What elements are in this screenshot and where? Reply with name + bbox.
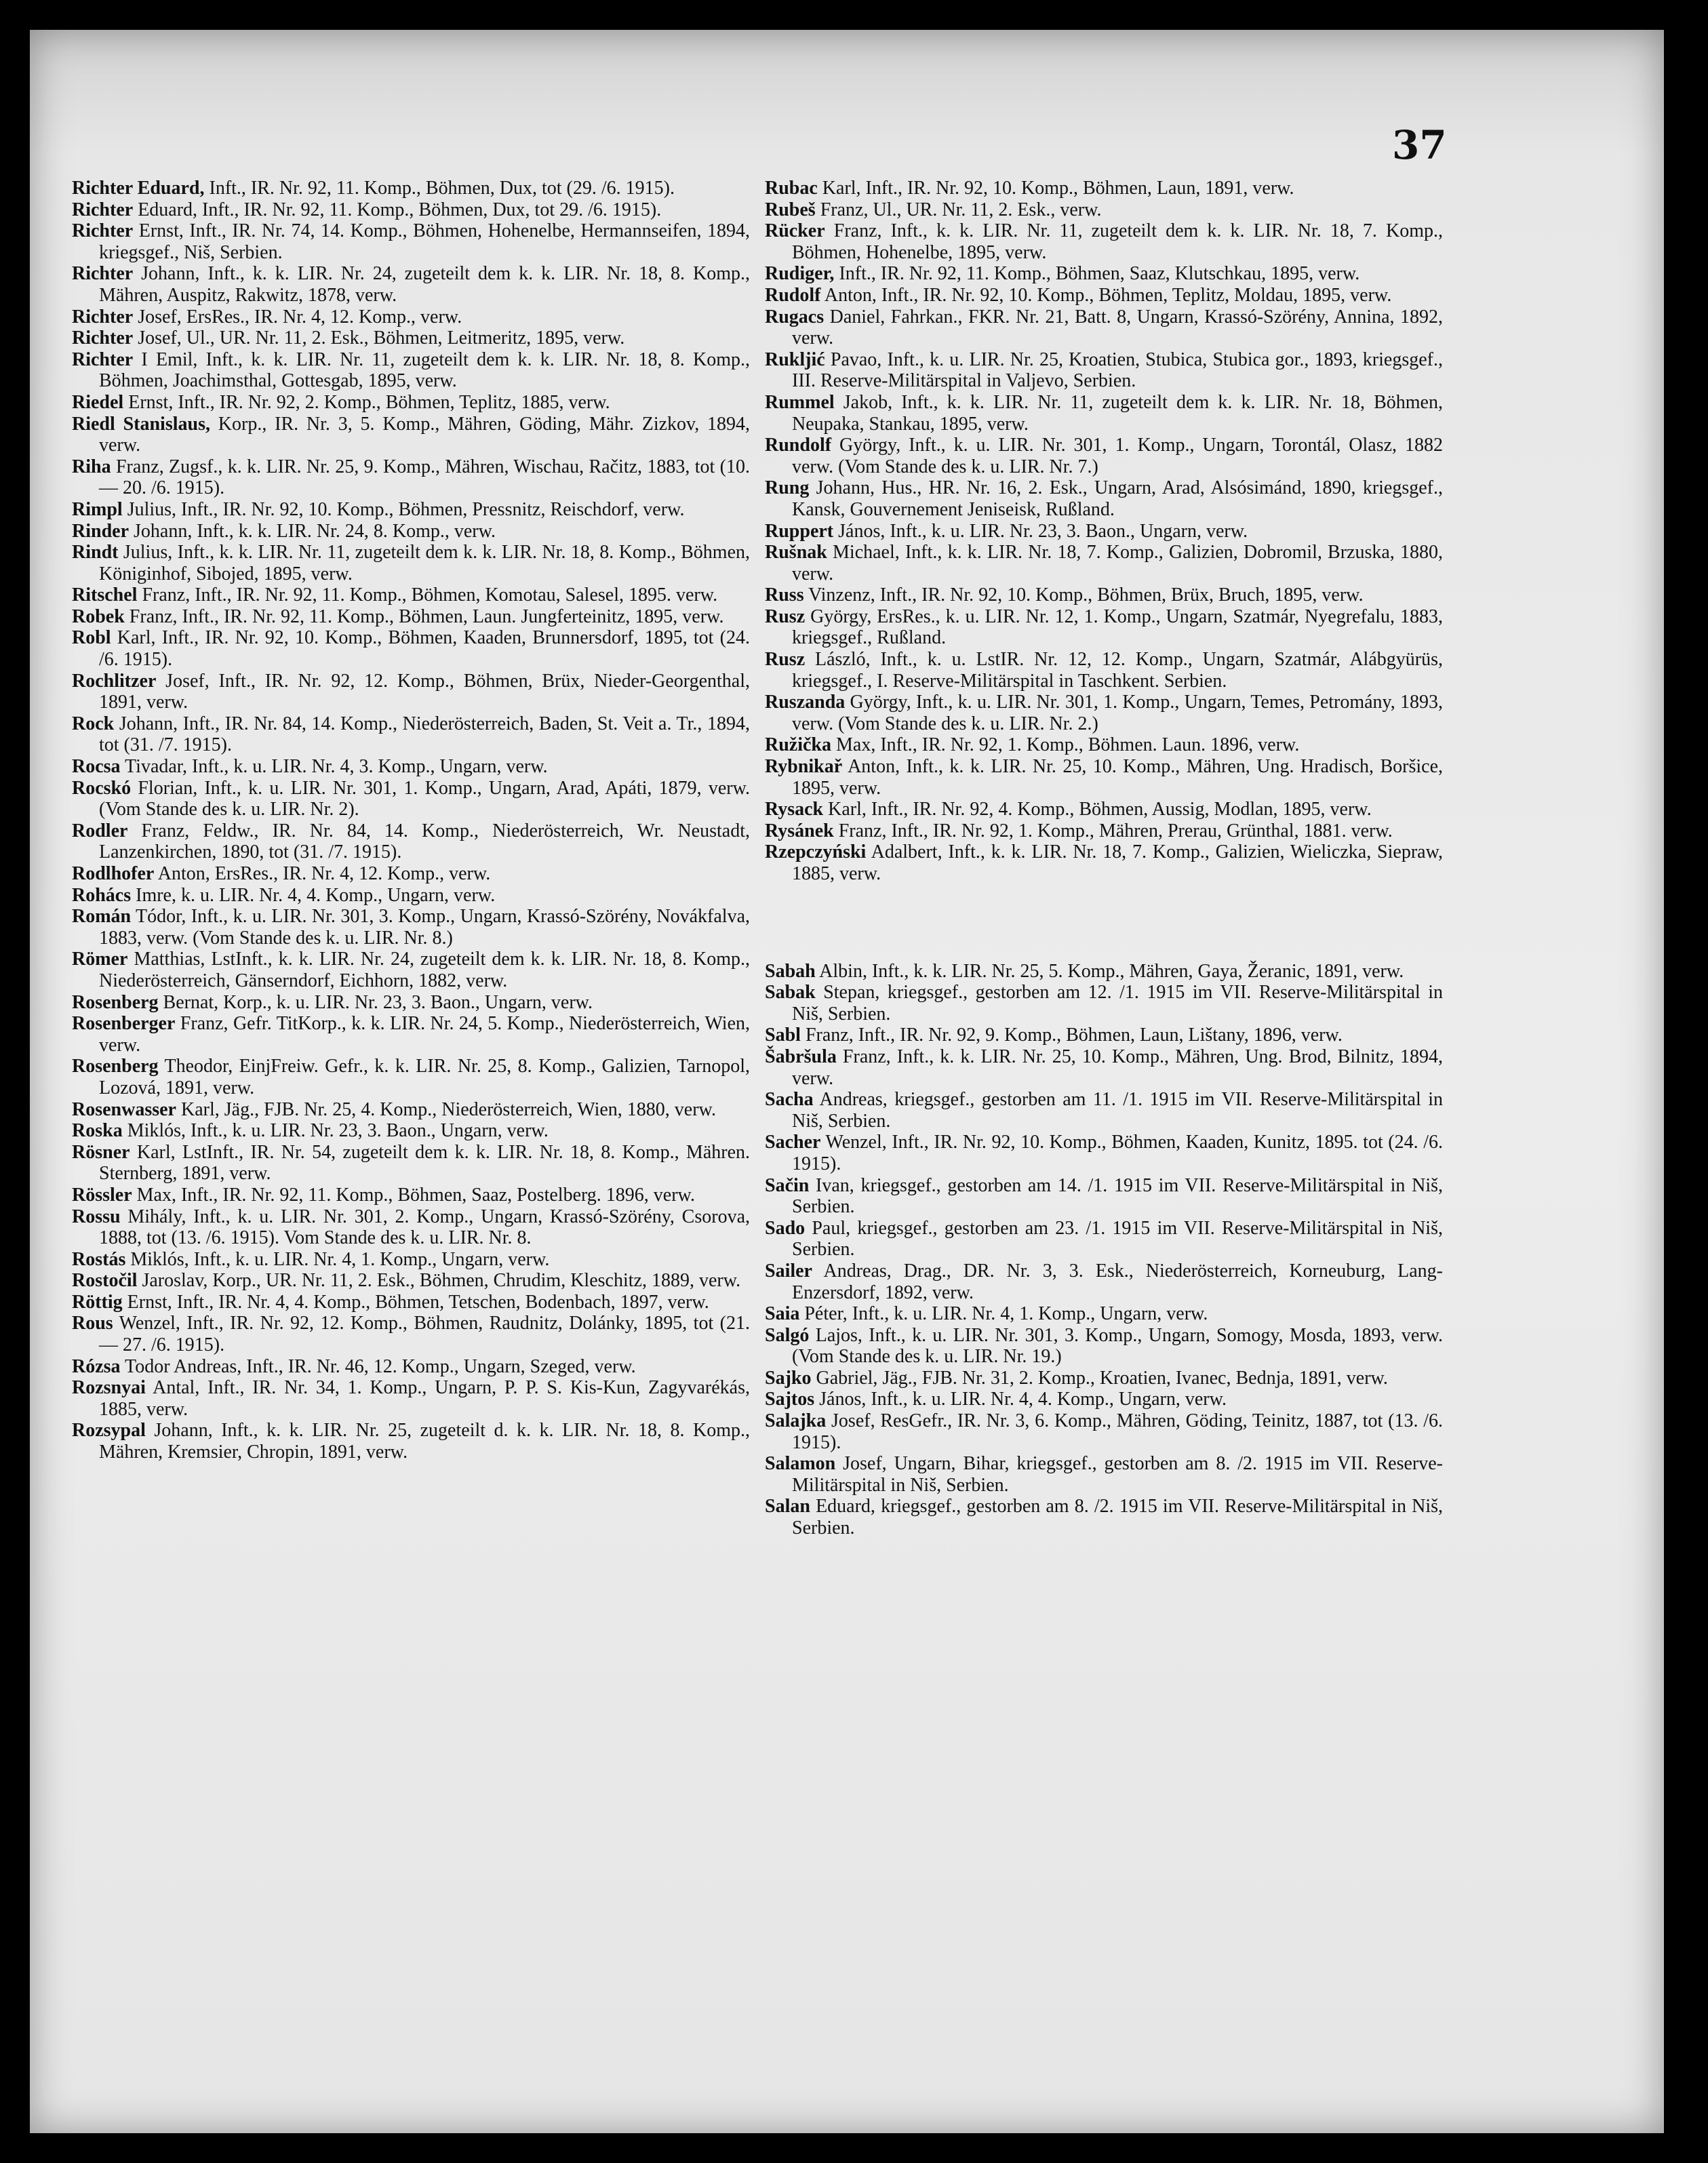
entry-details: Theodor, EinjFreiw. Gefr., k. k. LIR. Nr. 25, 8. Komp., Galizien, Tarnopol, Lozová, 1891, verw.: [99, 1056, 750, 1098]
register-entry: [72, 863, 750, 885]
entry-surname: Riedl Stanislaus,: [72, 413, 210, 435]
register-entry: [72, 328, 750, 349]
entry-details: Jakob, Inft., k. k. LIR. Nr. 11, zugeteilt dem k. k. LIR. Nr. 18, Böhmen, Neupaka, Stankau, 1895, verw.: [792, 391, 1443, 435]
entry-details: Bernat, Korp., k. u. LIR. Nr. 23, 3. Baon., Ungarn, verw.: [158, 991, 593, 1013]
entry-surname: Rummel: [765, 391, 835, 413]
register-entry: [765, 199, 1443, 221]
entry-details: Karl, Inft., IR. Nr. 92, 10. Komp., Böhmen, Laun, 1891, verw.: [817, 178, 1294, 199]
entry-surname: Rusz: [765, 606, 806, 627]
register-entry: [72, 178, 750, 199]
entry-details: Anton, ErsRes., IR. Nr. 4, 12. Komp., verw.: [154, 863, 491, 884]
entry-details: János, Inft., k. u. LIR. Nr. 4, 4. Komp., Ungarn, verw.: [814, 1389, 1227, 1410]
register-entry: [72, 521, 750, 542]
right-column: [765, 178, 1443, 1539]
entry-details: Wenzel, Inft., IR. Nr. 92, 10. Komp., Böhmen, Kaaden, Kunitz, 1895. tot (24. /6. 1915).: [792, 1132, 1443, 1174]
register-entry: [765, 734, 1443, 756]
page-number: 37: [1392, 122, 1447, 168]
entry-surname: Sailer: [765, 1260, 812, 1282]
entry-surname: Rodlhofer: [72, 863, 155, 884]
entry-surname: Rostočil: [72, 1270, 138, 1292]
left-column: [72, 178, 750, 1463]
entry-surname: Sacha: [765, 1089, 814, 1111]
entry-details: Franz, Zugsf., k. k. LIR. Nr. 25, 9. Komp., Mähren, Wischau, Račitz, 1883, tot (10. — 20. /6. 1915).: [99, 456, 750, 499]
entry-details: Julius, Inft., k. k. LIR. Nr. 11, zugeteilt dem k. k. LIR. Nr. 18, 8. Komp., Böhmen, Königinhof, Sibojed, 1895, verw.: [99, 542, 750, 584]
register-entry: [765, 1218, 1443, 1261]
entry-details: Karl, Inft., IR. Nr. 92, 4. Komp., Böhmen, Aussig, Modlan, 1895, verw.: [823, 799, 1372, 820]
entry-details: Albin, Inft., k. k. LIR. Nr. 25, 5. Komp., Mähren, Gaya, Žeranic, 1891, verw.: [815, 960, 1404, 982]
register-entry: [765, 392, 1443, 435]
register-entry: [72, 627, 750, 670]
entry-surname: Rohács: [72, 884, 132, 906]
register-entry: [72, 1313, 750, 1355]
entry-details: Jaroslav, Korp., UR. Nr. 11, 2. Esk., Böhmen, Chrudim, Kleschitz, 1889, verw.: [137, 1270, 741, 1292]
entry-details: Imre, k. u. LIR. Nr. 4, 4. Komp., Ungarn, verw.: [131, 884, 496, 906]
entry-details: Karl, Jäg., FJB. Nr. 25, 4. Komp., Niederösterreich, Wien, 1880, verw.: [176, 1098, 716, 1120]
entry-surname: Rücker: [765, 220, 825, 242]
register-entry: [765, 756, 1443, 799]
entry-surname: Rzepczyński: [765, 841, 867, 863]
entry-details: Franz, Inft., k. k. LIR. Nr. 11, zugeteilt dem k. k. LIR. Nr. 18, 7. Komp., Böhmen, Hohenelbe, 1895, verw.: [792, 220, 1443, 263]
register-entry: [765, 982, 1443, 1025]
register-entry: [765, 841, 1443, 884]
register-entry: [72, 713, 750, 756]
register-entry: [765, 178, 1443, 199]
entry-surname: Ritschel: [72, 584, 138, 606]
entry-surname: Rosenberg: [72, 1056, 159, 1077]
entry-details: Franz, Inft., IR. Nr. 92, 9. Komp., Böhmen, Laun, Lištany, 1896, verw.: [800, 1025, 1343, 1046]
register-entry: [765, 584, 1443, 606]
entry-surname: Rosenberg: [72, 991, 159, 1013]
register-entry: [72, 949, 750, 991]
register-entry: [765, 1453, 1443, 1496]
entry-details: Franz, Gefr. TitKorp., k. k. LIR. Nr. 24, 5. Komp., Niederösterreich, Wien, verw.: [99, 1013, 750, 1056]
entry-details: Franz, Feldw., IR. Nr. 84, 14. Komp., Niederösterreich, Wr. Neustadt, Lanzenkirchen, 1890, tot (31. /7. 1915).: [99, 820, 750, 863]
register-entry: [72, 1249, 750, 1271]
register-entry: [72, 1185, 750, 1206]
entry-surname: Rysánek: [765, 820, 834, 841]
register-entry: [72, 499, 750, 521]
register-entry: [765, 799, 1443, 820]
register-entry: [765, 1046, 1443, 1089]
entry-surname: Rostás: [72, 1248, 126, 1270]
entry-details: I Emil, Inft., k. k. LIR. Nr. 11, zugeteilt dem k. k. LIR. Nr. 18, 8. Komp., Böhmen, Joachimsthal, Gottesgab, 1895, verw.: [99, 349, 750, 392]
entry-surname: Rybnikař: [765, 756, 843, 778]
section-gap: [765, 885, 1443, 961]
register-entry: [72, 671, 750, 713]
entry-details: Inft., IR. Nr. 92, 11. Komp., Böhmen, Dux, tot (29. /6. 1915).: [204, 178, 675, 199]
register-entry: [765, 220, 1443, 263]
entry-surname: Roska: [72, 1120, 123, 1142]
entry-surname: Rung: [765, 477, 810, 499]
entry-surname: Sabl: [765, 1025, 801, 1046]
entry-details: Adalbert, Inft., k. k. LIR. Nr. 18, 7. Komp., Galizien, Wieliczka, Siepraw, 1885, verw.: [792, 841, 1443, 884]
register-entry: [72, 263, 750, 306]
entry-details: Josef, ErsRes., IR. Nr. 4, 12. Komp., verw.: [133, 306, 462, 328]
entry-surname: Rubac: [765, 178, 818, 199]
entry-surname: Rysack: [765, 799, 824, 820]
register-entry: [765, 692, 1443, 734]
entry-details: Gabriel, Jäg., FJB. Nr. 31, 2. Komp., Kroatien, Ivanec, Bednja, 1891, verw.: [811, 1367, 1388, 1389]
register-entry: [72, 414, 750, 456]
entry-surname: Richter: [72, 349, 134, 370]
entry-surname: Rudiger,: [765, 263, 835, 285]
entry-details: Anton, Inft., IR. Nr. 92, 10. Komp., Böhmen, Teplitz, Moldau, 1895, verw.: [820, 284, 1392, 306]
register-entry: [72, 906, 750, 949]
entry-surname: Saia: [765, 1303, 800, 1325]
entry-details: György, ErsRes., k. u. LIR. Nr. 12, 1. Komp., Ungarn, Szatmár, Nyegrefalu, 1883, kriegsgef., Rußland.: [792, 606, 1443, 649]
entry-surname: Rous: [72, 1313, 113, 1334]
entry-surname: Richter: [72, 263, 134, 285]
entry-surname: Salgó: [765, 1324, 810, 1346]
entry-surname: Riha: [72, 456, 111, 477]
entry-surname: Rösner: [72, 1141, 130, 1163]
entry-details: Tódor, Inft., k. u. LIR. Nr. 301, 3. Komp., Ungarn, Krassó-Szörény, Novákfalva, 1883, verw. (Vom Stande des k. u. LIR. Nr. 8.): [99, 906, 750, 949]
register-entry: [765, 649, 1443, 692]
register-entry: [72, 1013, 750, 1056]
entry-details: Karl, Inft., IR. Nr. 92, 10. Komp., Böhmen, Kaaden, Brunnersdorf, 1895, tot (24. /6. 1915).: [99, 627, 750, 671]
register-entry: [72, 606, 750, 628]
register-entry: [765, 1368, 1443, 1389]
entry-surname: Rocsa: [72, 756, 121, 778]
register-entry: [72, 199, 750, 221]
entry-surname: Rudolf: [765, 284, 821, 306]
entry-details: Johann, Hus., HR. Nr. 16, 2. Esk., Ungarn, Arad, Alsósimánd, 1890, kriegsgef., Kansk, Gouvernement Jeniseisk, Rußland.: [792, 477, 1443, 520]
entry-details: Todor Andreas, Inft., IR. Nr. 46, 12. Komp., Ungarn, Szeged, verw.: [120, 1355, 636, 1377]
register-entry: [72, 756, 750, 778]
entry-details: Eduard, Inft., IR. Nr. 92, 11. Komp., Böhmen, Dux, tot 29. /6. 1915).: [133, 199, 662, 220]
entry-surname: Ruszanda: [765, 692, 846, 713]
entry-surname: Russ: [765, 584, 804, 606]
register-entry: [72, 584, 750, 606]
entry-surname: Sabah: [765, 960, 816, 982]
entry-details: Ernst, Inft., IR. Nr. 74, 14. Komp., Böhmen, Hohenelbe, Hermannseifen, 1894, kriegsgef., Niš, Serbien.: [99, 220, 750, 263]
entry-details: Inft., IR. Nr. 92, 11. Komp., Böhmen, Saaz, Klutschkau, 1895, verw.: [834, 263, 1360, 285]
register-entry: [72, 1270, 750, 1292]
register-entry: [72, 456, 750, 499]
entry-details: György, Inft., k. u. LIR. Nr. 301, 1. Komp., Ungarn, Temes, Petromány, 1893, verw. (Vom Stande des k. u. LIR. Nr. 2.): [792, 692, 1443, 734]
register-entry: [72, 1206, 750, 1249]
entry-details: László, Inft., k. u. LstIR. Nr. 12, 12. Komp., Ungarn, Szatmár, Alábgyürüs, kriegsgef., I. Reserve-Militärspital in Taschkent. Serbien.: [792, 649, 1443, 692]
entry-details: Antal, Inft., IR. Nr. 34, 1. Komp., Ungarn, P. P. S. Kis-Kun, Zagyvarékás, 1885, verw.: [99, 1377, 750, 1420]
entry-details: Matthias, LstInft., k. k. LIR. Nr. 24, zugeteilt dem k. k. LIR. Nr. 18, 8. Komp., Niederösterreich, Gänserndorf, Eichhorn, 1882, verw.: [99, 949, 750, 991]
register-entry: [72, 1377, 750, 1420]
entry-details: Josef, Inft., IR. Nr. 92, 12. Komp., Böhmen, Brüx, Nieder-Georgenthal, 1891, verw.: [99, 670, 750, 713]
register-entry: [72, 1120, 750, 1142]
entry-surname: Richter Eduard,: [72, 178, 205, 199]
entry-details: Lajos, Inft., k. u. LIR. Nr. 301, 3. Komp., Ungarn, Somogy, Mosda, 1893, verw. (Vom Stande des k. u. LIR. Nr. 19.): [792, 1324, 1443, 1368]
entry-details: Johann, Inft., k. k. LIR. Nr. 24, 8. Komp., verw.: [129, 520, 496, 542]
register-entry: [765, 521, 1443, 542]
entry-details: Josef, ResGefr., IR. Nr. 3, 6. Komp., Mähren, Göding, Teinitz, 1887, tot (13. /6. 1915).: [792, 1410, 1443, 1453]
entry-details: Péter, Inft., k. u. LIR. Nr. 4, 1. Komp., Ungarn, verw.: [799, 1303, 1208, 1325]
entry-details: Josef, Ungarn, Bihar, kriegsgef., gestorben am 8. /2. 1915 im VII. Reserve-Militärspital in Niš, Serbien.: [792, 1453, 1443, 1496]
register-entry: [765, 1261, 1443, 1303]
entry-surname: Rundolf: [765, 435, 832, 456]
entry-surname: Rosenwasser: [72, 1098, 176, 1120]
register-entry: [765, 1303, 1443, 1325]
entry-surname: Salamon: [765, 1453, 836, 1475]
entry-surname: Rimpl: [72, 498, 123, 520]
entry-surname: Richter: [72, 220, 134, 242]
entry-details: Stepan, kriegsgef., gestorben am 12. /1. 1915 im VII. Reserve-Militärspital in Niš, Serbien.: [792, 982, 1443, 1025]
register-entry: [72, 1056, 750, 1098]
entry-details: Max, Inft., IR. Nr. 92, 1. Komp., Böhmen. Laun. 1896, verw.: [831, 734, 1300, 756]
register-entry: [72, 992, 750, 1014]
register-entry: [72, 778, 750, 820]
entry-details: Miklós, Inft., k. u. LIR. Nr. 4, 1. Komp., Ungarn, verw.: [125, 1248, 550, 1270]
entry-surname: Ružička: [765, 734, 831, 756]
entry-surname: Rubeš: [765, 199, 816, 220]
entry-details: Franz, Inft., IR. Nr. 92, 11. Komp., Böhmen, Komotau, Salesel, 1895. verw.: [137, 584, 718, 606]
entry-surname: Rosenberger: [72, 1013, 176, 1035]
register-entry: [765, 542, 1443, 584]
entry-surname: Rózsa: [72, 1355, 121, 1377]
entry-surname: Salan: [765, 1496, 810, 1517]
register-entry: [765, 1389, 1443, 1410]
entry-details: Pavao, Inft., k. u. LIR. Nr. 25, Kroatien, Stubica, Stubica gor., 1893, kriegsgef., III. Reserve-Militärspital in Valjevo, Serbien.: [792, 349, 1443, 392]
entry-surname: Rusz: [765, 649, 806, 671]
entry-surname: Röttig: [72, 1291, 123, 1313]
entry-details: Miklós, Inft., k. u. LIR. Nr. 23, 3. Baon., Ungarn, verw.: [122, 1120, 549, 1142]
entry-surname: Sajko: [765, 1367, 812, 1389]
entry-details: Franz, Inft., k. k. LIR. Nr. 25, 10. Komp., Mähren, Ung. Brod, Bilnitz, 1894, verw.: [792, 1046, 1443, 1089]
register-entry: [765, 820, 1443, 842]
register-entry: [765, 306, 1443, 349]
entry-details: Josef, Ul., UR. Nr. 11, 2. Esk., Böhmen, Leitmeritz, 1895, verw.: [133, 328, 625, 349]
register-entry: [765, 1089, 1443, 1132]
entry-details: Tivadar, Inft., k. u. LIR. Nr. 4, 3. Komp., Ungarn, verw.: [120, 756, 548, 778]
entry-surname: Richter: [72, 199, 134, 220]
register-entry: [765, 435, 1443, 477]
entry-details: Florian, Inft., k. u. LIR. Nr. 301, 1. Komp., Ungarn, Arad, Apáti, 1879, verw. (Vom Stande des k. u. LIR. Nr. 2).: [99, 777, 750, 820]
register-entry: [765, 1175, 1443, 1218]
entry-surname: Rochlitzer: [72, 670, 157, 692]
entry-surname: Šabršula: [765, 1046, 837, 1067]
register-entry: [72, 1292, 750, 1313]
entry-details: Wenzel, Inft., IR. Nr. 92, 12. Komp., Böhmen, Raudnitz, Dolánky, 1895, tot (21. — 27. /6. 1915).: [99, 1313, 750, 1356]
register-entry: [72, 392, 750, 414]
entry-surname: Sačin: [765, 1174, 810, 1196]
entry-surname: Salajka: [765, 1410, 827, 1432]
entry-surname: Robl: [72, 627, 111, 649]
register-entry: [72, 820, 750, 863]
entry-surname: Ruppert: [765, 520, 834, 542]
entry-surname: Sado: [765, 1217, 806, 1239]
register-entry: [72, 306, 750, 328]
register-entry: [765, 1325, 1443, 1368]
entry-details: Anton, Inft., k. k. LIR. Nr. 25, 10. Komp., Mähren, Ung. Hradisch, Boršice, 1895, verw.: [792, 756, 1443, 799]
entry-surname: Richter: [72, 328, 134, 349]
entry-surname: Sabak: [765, 982, 816, 1004]
register-entry: [765, 477, 1443, 520]
register-entry: [765, 1496, 1443, 1539]
entry-details: Franz, Inft., IR. Nr. 92, 11. Komp., Böhmen, Laun. Jungferteinitz, 1895, verw.: [124, 606, 724, 627]
entry-surname: Rössler: [72, 1184, 132, 1206]
register-entry: [765, 1132, 1443, 1174]
entry-details: Julius, Inft., IR. Nr. 92, 10. Komp., Böhmen, Pressnitz, Reischdorf, verw.: [122, 498, 685, 520]
entry-details: Vinzenz, Inft., IR. Nr. 92, 10. Komp., Böhmen, Brüx, Bruch, 1895, verw.: [803, 584, 1364, 606]
entry-surname: Rukljić: [765, 349, 825, 370]
entry-surname: Rossu: [72, 1206, 121, 1227]
entry-surname: Rozsnyai: [72, 1377, 146, 1399]
entry-details: Michael, Inft., k. k. LIR. Nr. 18, 7. Komp., Galizien, Dobromil, Brzuska, 1880, verw.: [792, 542, 1443, 584]
entry-details: Johann, Inft., IR. Nr. 84, 14. Komp., Niederösterreich, Baden, St. Veit a. Tr., 1894, tot (31. /7. 1915).: [99, 713, 750, 756]
entry-surname: Rock: [72, 713, 115, 734]
entry-details: János, Inft., k. u. LIR. Nr. 23, 3. Baon., Ungarn, verw.: [833, 520, 1248, 542]
entry-surname: Sajtos: [765, 1389, 815, 1410]
register-entry: [72, 1356, 750, 1378]
entry-details: Daniel, Fahrkan., FKR. Nr. 21, Batt. 8, Ungarn, Krassó-Szörény, Annina, 1892, verw.: [792, 306, 1443, 349]
register-entry: [765, 263, 1443, 285]
entry-details: Ivan, kriegsgef., gestorben am 14. /1. 1915 im VII. Reserve-Militärspital in Niš, Serbien.: [792, 1174, 1443, 1218]
entry-surname: Richter: [72, 306, 134, 328]
entry-details: Paul, kriegsgef., gestorben am 23. /1. 1915 im VII. Reserve-Militärspital in Niš, Serbien.: [792, 1217, 1443, 1261]
register-entry: [765, 961, 1443, 983]
entry-surname: Rinder: [72, 520, 129, 542]
entry-details: Max, Inft., IR. Nr. 92, 11. Komp., Böhmen, Saaz, Postelberg. 1896, verw.: [132, 1184, 695, 1206]
entry-details: Korp., IR. Nr. 3, 5. Komp., Mähren, Göding, Mähr. Zizkov, 1894, verw.: [99, 413, 751, 456]
entry-surname: Rocskó: [72, 777, 132, 799]
register-entry: [765, 1025, 1443, 1046]
register-entry: [765, 285, 1443, 306]
register-entry: [72, 349, 750, 392]
entry-details: Eduard, kriegsgef., gestorben am 8. /2. 1915 im VII. Reserve-Militärspital in Niš, Serbien.: [792, 1496, 1443, 1539]
entry-details: Johann, Inft., k. k. LIR. Nr. 24, zugeteilt dem k. k. LIR. Nr. 18, 8. Komp., Mähren, Auspitz, Rakwitz, 1878, verw.: [99, 263, 750, 306]
register-entry: [72, 220, 750, 263]
register-entry: [765, 1410, 1443, 1453]
entry-surname: Rugacs: [765, 306, 825, 328]
entry-details: Ernst, Inft., IR. Nr. 92, 2. Komp., Böhmen, Teplitz, 1885, verw.: [123, 391, 610, 413]
entry-surname: Sacher: [765, 1132, 821, 1153]
entry-surname: Román: [72, 906, 132, 928]
entry-details: Ernst, Inft., IR. Nr. 4, 4. Komp., Böhmen, Tetschen, Bodenbach, 1897, verw.: [122, 1291, 709, 1313]
entry-surname: Rindt: [72, 542, 119, 563]
register-entry: [72, 1142, 750, 1185]
entry-details: Johann, Inft., k. k. LIR. Nr. 25, zugeteilt d. k. k. LIR. Nr. 18, 8. Komp., Mähren, Kremsier, Chropin, 1891, verw.: [99, 1420, 750, 1463]
entry-details: Karl, LstInft., IR. Nr. 54, zugeteilt dem k. k. LIR. Nr. 18, 8. Komp., Mähren. Sternberg, 1891, verw.: [99, 1141, 750, 1185]
entry-details: Andreas, kriegsgef., gestorben am 11. /1. 1915 im VII. Reserve-Militärspital in Niš, Serbien.: [792, 1089, 1443, 1132]
entry-details: Andreas, Drag., DR. Nr. 3, 3. Esk., Niederösterreich, Korneuburg, Lang-Enzersdorf, 1892, verw.: [792, 1260, 1443, 1303]
entry-details: György, Inft., k. u. LIR. Nr. 301, 1. Komp., Ungarn, Torontál, Olasz, 1882 verw. (Vom Stande des k. u. LIR. Nr. 7.): [792, 435, 1443, 477]
entry-details: Franz, Inft., IR. Nr. 92, 1. Komp., Mähren, Prerau, Grünthal, 1881. verw.: [833, 820, 1393, 841]
register-entry: [765, 606, 1443, 649]
register-entry: [72, 885, 750, 907]
entry-surname: Rozsypal: [72, 1420, 146, 1442]
entry-surname: Rodler: [72, 820, 128, 841]
entry-surname: Robek: [72, 606, 125, 627]
register-entry: [72, 1420, 750, 1463]
entry-surname: Rušnak: [765, 542, 827, 563]
entry-details: Franz, Ul., UR. Nr. 11, 2. Esk., verw.: [815, 199, 1102, 220]
entry-surname: Römer: [72, 949, 128, 970]
register-entry: [72, 542, 750, 584]
register-entry: [72, 1099, 750, 1121]
entry-details: Mihály, Inft., k. u. LIR. Nr. 301, 2. Komp., Ungarn, Krassó-Szörény, Csorova, 1888, tot (13. /6. 1915). Vom Stande des k. u. LIR. Nr. 8.: [99, 1206, 750, 1249]
register-entry: [765, 349, 1443, 392]
entry-surname: Riedel: [72, 391, 124, 413]
